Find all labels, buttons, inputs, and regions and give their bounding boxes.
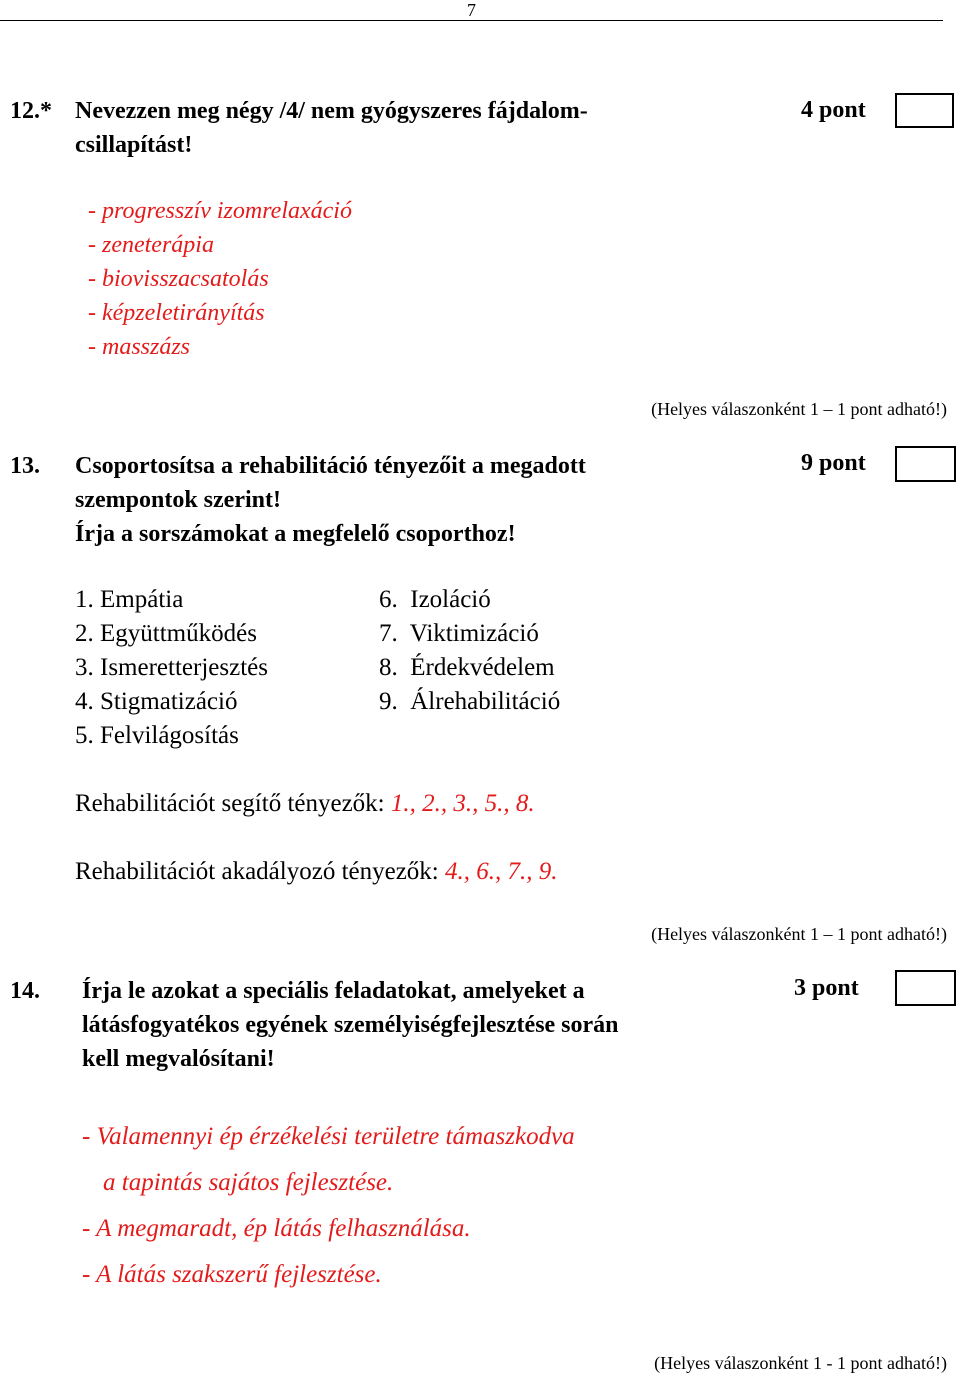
q13-item-9: 9. Álrehabilitáció xyxy=(379,688,561,715)
q12-answer-1: - progresszív izomrelaxáció xyxy=(88,198,352,224)
page-number: 7 xyxy=(467,0,476,20)
q14-number: 14. xyxy=(10,978,40,1004)
q12-answer-2: - zeneterápia xyxy=(88,232,214,258)
q13-line-1: Csoportosítsa a rehabilitáció tényezőit a megadott xyxy=(75,453,586,479)
q13-hinder-row xyxy=(75,858,558,886)
q12-scoring-note: (Helyes válaszonként 1 – 1 pont adható!) xyxy=(651,399,947,419)
q13-item-7: 7. Viktimizáció xyxy=(379,620,539,647)
q13-number: 13. xyxy=(10,453,40,479)
q14-line-3: kell megvalósítani! xyxy=(82,1046,275,1072)
q12-answer-3: - biovisszacsatolás xyxy=(88,266,269,292)
q12-answer-4: - képzeletirányítás xyxy=(88,300,265,326)
q13-line-2: szempontok szerint! xyxy=(75,487,281,513)
q13-help-row xyxy=(75,790,535,818)
q13-scoring-note: (Helyes válaszonként 1 – 1 pont adható!) xyxy=(651,924,947,944)
q13-help-label: Rehabilitációt segítő tényezők: xyxy=(75,790,385,817)
q14-line-1: Írja le azokat a speciális feladatokat, amelyeket a xyxy=(82,978,585,1004)
q12-score-box[interactable] xyxy=(895,93,954,128)
q12-line-2: csillapítást! xyxy=(75,132,193,158)
header-rule xyxy=(0,20,943,21)
q12-points: 4 pont xyxy=(801,97,866,123)
q13-item-4: 4. Stigmatizáció xyxy=(75,688,238,715)
q13-item-6: 6. Izoláció xyxy=(379,586,491,613)
q14-line-2: látásfogyatékos egyének személyiségfejlesztése során xyxy=(82,1012,619,1038)
q13-hinder-label: Rehabilitációt akadályozó tényezők: xyxy=(75,858,439,885)
q13-help-answer: 1., 2., 3., 5., 8. xyxy=(390,790,535,817)
q13-item-8: 8. Érdekvédelem xyxy=(379,654,555,681)
q14-answer-1-cont: a tapintás sajátos fejlesztése. xyxy=(103,1169,394,1196)
q12-answer-5: - masszázs xyxy=(88,334,191,360)
q13-item-1: 1. Empátia xyxy=(75,586,184,613)
q13-item-2: 2. Együttműködés xyxy=(75,620,257,647)
q13-line-3: Írja a sorszámokat a megfelelő csoporthoz! xyxy=(75,521,516,547)
q13-points: 9 pont xyxy=(801,450,866,476)
q14-answer-1: - Valamennyi ép érzékelési területre támaszkodva xyxy=(82,1123,575,1150)
q14-answer-3: - A látás szakszerű fejlesztése. xyxy=(82,1261,382,1288)
q12-line-1: Nevezzen meg négy /4/ nem gyógyszeres fájdalom- xyxy=(75,98,588,124)
q14-scoring-note: (Helyes válaszonként 1 - 1 pont adható!) xyxy=(654,1353,947,1373)
q13-hinder-answer: 4., 6., 7., 9. xyxy=(445,858,558,885)
q12-number: 12.* xyxy=(10,98,52,124)
q13-item-5: 5. Felvilágosítás xyxy=(75,722,239,749)
q14-answer-2: - A megmaradt, ép látás felhasználása. xyxy=(82,1215,471,1242)
q13-score-box[interactable] xyxy=(895,446,956,482)
q13-item-3: 3. Ismeretterjesztés xyxy=(75,654,268,681)
q14-points: 3 pont xyxy=(794,975,859,1001)
q14-score-box[interactable] xyxy=(895,970,956,1006)
